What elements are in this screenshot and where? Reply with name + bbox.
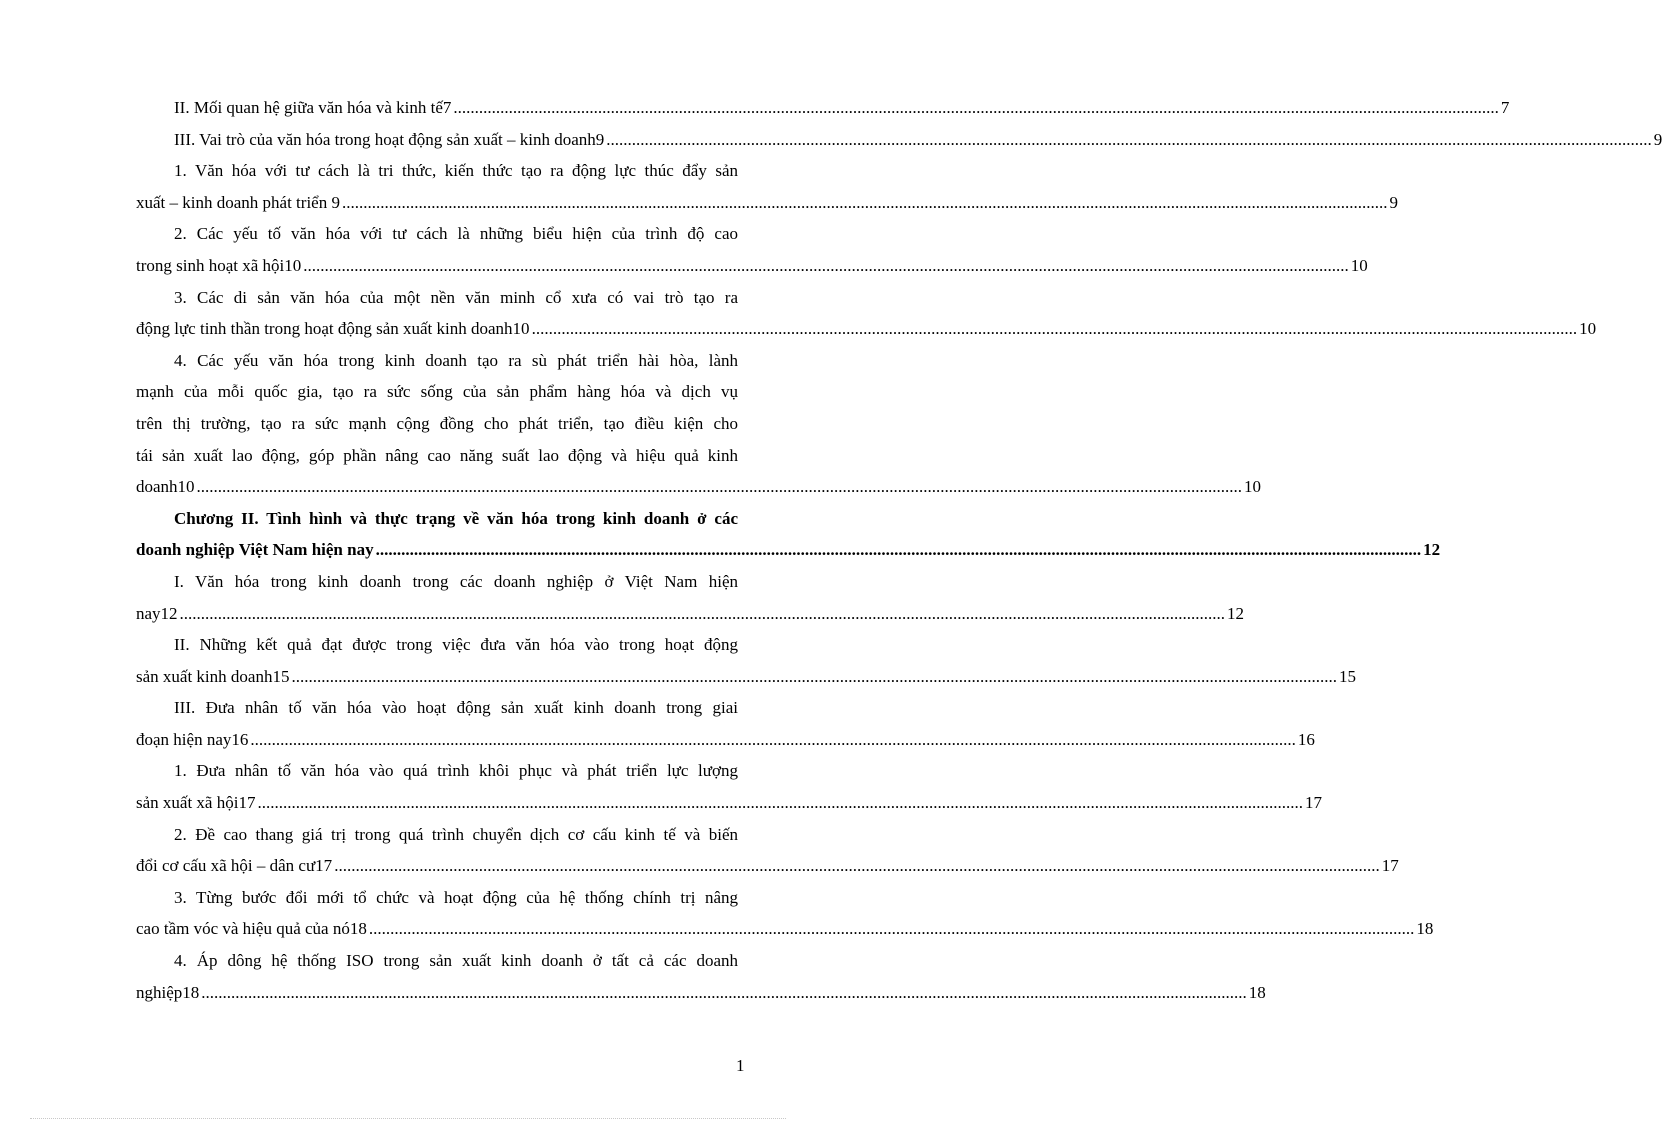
toc-entry-text: mạnh của mỗi quốc gia, tạo ra sức sống của sản phẩm hàng hóa và dịch vụ xyxy=(136,382,738,402)
dot-leader xyxy=(532,313,1578,345)
toc-entry[interactable] xyxy=(136,92,1510,124)
toc-entry-line xyxy=(136,913,1434,945)
toc-entry-line xyxy=(136,503,738,535)
toc-entry-line xyxy=(136,440,738,472)
toc-entry-text: 3. Các di sản văn hóa của một nền văn minh cổ xưa có vai trò tạo ra xyxy=(174,287,738,307)
toc-entry-text: doanh10 xyxy=(136,477,195,497)
toc-entry-line xyxy=(136,755,738,787)
toc-entry-text: 2. Các yếu tố văn hóa với tư cách là những biểu hiện của trình độ cao xyxy=(174,224,738,244)
toc-page-number: 17 xyxy=(1381,856,1399,876)
toc-page-number: 12 xyxy=(1227,603,1245,623)
toc-entry[interactable] xyxy=(136,503,1441,566)
toc-entry[interactable] xyxy=(136,882,1434,945)
toc-entry-line xyxy=(136,250,1368,282)
toc-page-number: 17 xyxy=(1304,793,1322,813)
toc-entry-text: doanh nghiệp Việt Nam hiện nay xyxy=(136,540,374,560)
page-number: 1 xyxy=(736,1056,745,1075)
toc-entry-text: Chương II. Tình hình và thực trạng về văn hóa trong kinh doanh ở các xyxy=(174,508,738,528)
toc-entry-text: 4. Áp dông hệ thống ISO trong sản xuất kinh doanh ở tất cả các doanh xyxy=(174,951,738,971)
toc-entry-line xyxy=(136,92,1510,124)
dot-leader xyxy=(376,534,1422,566)
toc-entry[interactable] xyxy=(136,819,1399,882)
toc-entry-line xyxy=(136,313,1597,345)
toc-entry-line xyxy=(136,282,738,314)
toc-entry-text: cao tầm vóc và hiệu quả của nó18 xyxy=(136,919,367,939)
dot-leader xyxy=(250,724,1296,756)
toc-entry[interactable] xyxy=(136,218,1368,281)
toc-entry[interactable] xyxy=(136,629,1356,692)
toc-entry-text: đổi cơ cấu xã hội – dân cư17 xyxy=(136,856,333,876)
toc-entry-line xyxy=(136,661,1356,693)
toc-entry-text: 3. Từng bước đổi mới tổ chức và hoạt động của hệ thống chính trị nâng xyxy=(174,887,738,907)
toc-entry-line xyxy=(136,155,738,187)
toc-entry-line xyxy=(136,376,738,408)
toc-page-number: 18 xyxy=(1248,982,1266,1002)
dot-leader xyxy=(369,913,1415,945)
toc-entry-text: tái sản xuất lao động, góp phần nâng cao năng suất lao động và hiệu quả kinh xyxy=(136,445,738,465)
toc-entry[interactable] xyxy=(136,692,1315,755)
toc-entry-text: trong sinh hoạt xã hội10 xyxy=(136,255,302,275)
toc-entry-text: xuất – kinh doanh phát triển 9 xyxy=(136,192,340,212)
toc-page-number: 10 xyxy=(1579,319,1597,339)
dot-leader xyxy=(453,92,1499,124)
page-bottom-divider xyxy=(30,1118,786,1119)
toc-entry-line xyxy=(136,945,738,977)
toc-page-number: 16 xyxy=(1297,729,1315,749)
dot-leader xyxy=(201,977,1247,1009)
toc-entry-line xyxy=(136,850,1399,882)
toc-entry-text: II. Những kết quả đạt được trong việc đưa văn hóa vào trong hoạt động xyxy=(174,635,738,655)
toc-entry-line xyxy=(136,345,738,377)
toc-entry[interactable] xyxy=(136,345,1262,503)
toc-entry-line xyxy=(136,977,1266,1009)
toc-page-number: 9 xyxy=(1389,192,1398,212)
toc-entry[interactable] xyxy=(136,566,1245,629)
toc-entry-text: 1. Đưa nhân tố văn hóa vào quá trình khôi phục và phát triển lực lượng xyxy=(174,761,738,781)
toc-page-number: 9 xyxy=(1653,129,1662,149)
toc-entry-text: sản xuất kinh doanh15 xyxy=(136,666,290,686)
dot-leader xyxy=(334,850,1380,882)
toc-page-number: 10 xyxy=(1350,255,1368,275)
dot-leader xyxy=(342,187,1388,219)
toc-entry[interactable] xyxy=(136,755,1322,818)
toc-entry-text: 1. Văn hóa với tư cách là tri thức, kiến thức tạo ra động lực thúc đẩy sản xyxy=(174,161,738,181)
dot-leader xyxy=(606,124,1652,156)
toc-entry-line xyxy=(136,408,738,440)
toc-entry-line xyxy=(136,882,738,914)
toc-entry-line xyxy=(136,724,1315,756)
toc-entry-line xyxy=(136,187,1398,219)
dot-leader xyxy=(197,471,1243,503)
dot-leader xyxy=(291,661,1337,693)
toc-page-number: 12 xyxy=(1423,540,1441,560)
toc-entry-line xyxy=(136,124,1662,156)
dot-leader xyxy=(303,250,1349,282)
toc-entry[interactable] xyxy=(136,124,1662,156)
toc-entry-text: III. Đưa nhân tố văn hóa vào hoạt động sản xuất kinh doanh trong giai xyxy=(174,698,738,718)
table-of-contents xyxy=(136,92,1662,1008)
toc-entry-text: II. Mối quan hệ giữa văn hóa và kinh tế7 xyxy=(174,98,452,117)
toc-entry-line xyxy=(136,692,738,724)
toc-entry-text: III. Vai trò của văn hóa trong hoạt động sản xuất – kinh doanh9 xyxy=(174,129,605,149)
toc-page-number: 15 xyxy=(1338,666,1356,686)
toc-entry-line xyxy=(136,534,1441,566)
toc-entry[interactable] xyxy=(136,945,1266,1008)
toc-entry-text: 2. Đề cao thang giá trị trong quá trình chuyển dịch cơ cấu kinh tế và biến xyxy=(174,824,738,844)
toc-entry-line xyxy=(136,566,738,598)
toc-entry-text: 4. Các yếu văn hóa trong kinh doanh tạo ra sù phát triển hài hòa, lành xyxy=(174,350,738,370)
toc-page-number: 10 xyxy=(1244,477,1262,497)
toc-entry-line xyxy=(136,598,1245,630)
dot-leader xyxy=(257,787,1303,819)
toc-entry-line xyxy=(136,819,738,851)
toc-page-number: 18 xyxy=(1416,919,1434,939)
dot-leader xyxy=(180,598,1226,630)
toc-entry[interactable] xyxy=(136,155,1398,218)
toc-entry-line xyxy=(136,471,1262,503)
toc-entry-text: I. Văn hóa trong kinh doanh trong các doanh nghiệp ở Việt Nam hiện xyxy=(174,571,738,591)
toc-entry-line xyxy=(136,218,738,250)
toc-entry-text: trên thị trường, tạo ra sức mạnh cộng đồng cho phát triển, tạo điều kiện cho xyxy=(136,413,738,433)
toc-page-number: 7 xyxy=(1500,98,1510,117)
toc-entry-line xyxy=(136,629,738,661)
toc-entry-text: nay12 xyxy=(136,603,178,623)
toc-entry-text: đoạn hiện nay16 xyxy=(136,729,249,749)
toc-entry[interactable] xyxy=(136,282,1597,345)
toc-entry-line xyxy=(136,787,1322,819)
toc-entry-text: sản xuất xã hội17 xyxy=(136,793,256,813)
toc-entry-text: động lực tinh thần trong hoạt động sản xuất kinh doanh10 xyxy=(136,319,530,339)
toc-entry-text: nghiệp18 xyxy=(136,982,200,1002)
